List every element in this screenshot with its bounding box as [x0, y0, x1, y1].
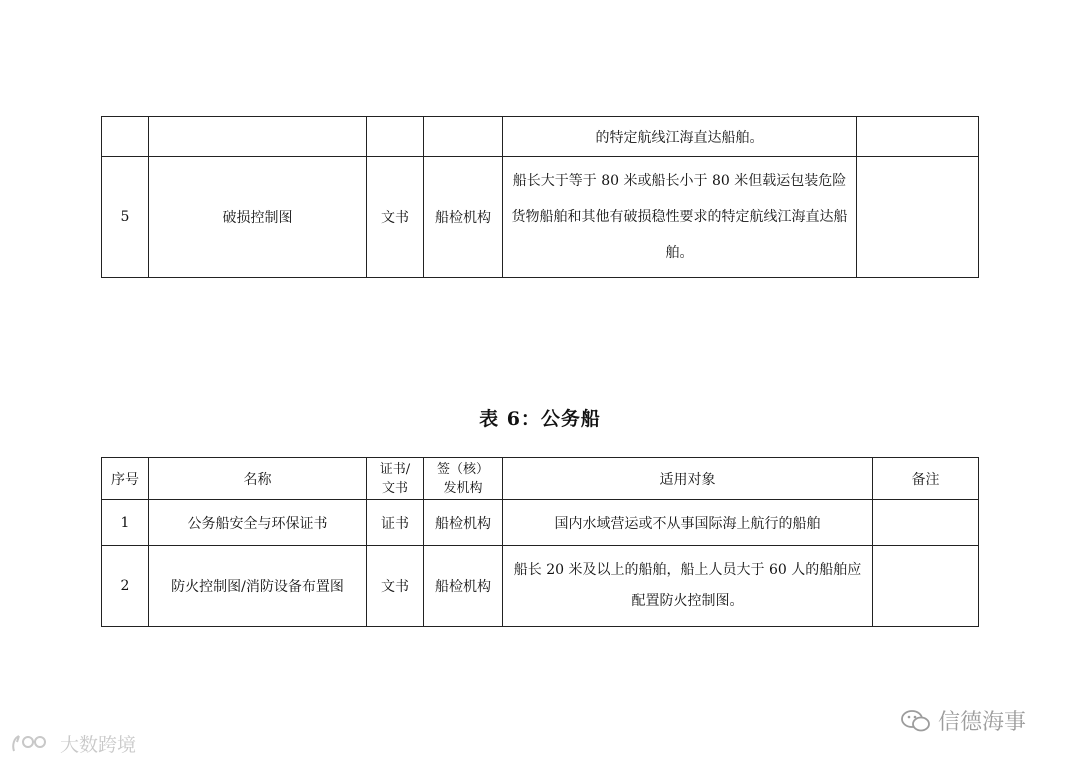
- scope-cell: 船长大于等于 80 米或船长小于 80 米但载运包装危险货物船舶和其他有破损稳性要求的特定航线江海直达船舶。: [503, 157, 857, 278]
- name-cell: 防火控制图/消防设备布置图: [149, 546, 367, 627]
- type-cell: 文书: [367, 157, 424, 278]
- issuer-cell: 船检机构: [424, 500, 503, 546]
- name-cell: [149, 117, 367, 157]
- brand-logo-icon: [10, 733, 54, 755]
- name-cell: 公务船安全与环保证书: [149, 500, 367, 546]
- header-type: 证书/文书: [367, 458, 424, 500]
- header-remark: 备注: [873, 458, 979, 500]
- table-continued: [101, 116, 979, 278]
- table-row: [102, 157, 979, 278]
- header-issuer: 签（核）发机构: [424, 458, 503, 500]
- table-row: [102, 546, 979, 627]
- table-official-ships: [101, 457, 979, 627]
- remark-cell: [857, 117, 979, 157]
- scope-cell: 国内水域营运或不从事国际海上航行的船舶: [503, 500, 873, 546]
- scope-cell: 船长 20 米及以上的船舶，船上人员大于 60 人的船舶应配置防火控制图。: [503, 546, 873, 627]
- remark-cell: [873, 500, 979, 546]
- header-seq: 序号: [102, 458, 149, 500]
- seq-cell: 2: [102, 546, 149, 627]
- type-cell: [367, 117, 424, 157]
- seq-cell: 1: [102, 500, 149, 546]
- header-scope: 适用对象: [503, 458, 873, 500]
- issuer-cell: 船检机构: [424, 157, 503, 278]
- seq-cell: 5: [102, 157, 149, 278]
- table-row: [102, 117, 979, 157]
- type-cell: 文书: [367, 546, 424, 627]
- watermark-left-text: 大数跨境: [60, 734, 137, 756]
- type-cell: 证书: [367, 500, 424, 546]
- wechat-icon: [900, 708, 932, 734]
- watermark-right-text: 信德海事: [938, 710, 1027, 735]
- watermark-left: [10, 730, 136, 757]
- scope-cell: 的特定航线江海直达船舶。: [503, 117, 857, 157]
- watermark-right: [900, 705, 1026, 736]
- table-header-row: [102, 458, 979, 500]
- table-row: [102, 500, 979, 546]
- table-caption: 表 6：公务船: [479, 408, 601, 430]
- seq-cell: [102, 117, 149, 157]
- issuer-cell: [424, 117, 503, 157]
- name-cell: 破损控制图: [149, 157, 367, 278]
- remark-cell: [873, 546, 979, 627]
- issuer-cell: 船检机构: [424, 546, 503, 627]
- remark-cell: [857, 157, 979, 278]
- header-name: 名称: [149, 458, 367, 500]
